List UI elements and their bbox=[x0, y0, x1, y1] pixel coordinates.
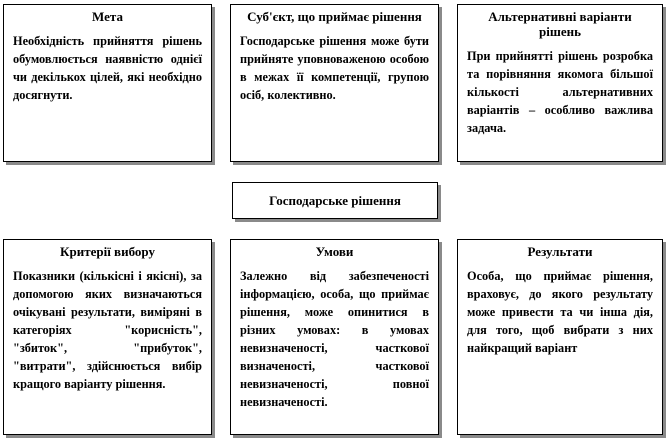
selection-criteria-box bbox=[3, 239, 212, 435]
alternatives-title: Альтернативні варіанти рішень bbox=[488, 9, 632, 39]
results-title: Результати bbox=[527, 244, 593, 259]
subject-title: Суб'єкт, що приймає рішення bbox=[247, 9, 422, 24]
goal-title: Мета bbox=[92, 9, 123, 24]
conditions-title: Умови bbox=[315, 244, 354, 259]
results-box bbox=[457, 239, 663, 435]
subject-text: Господарське рішення може бути прийняте уповноваженою особою в межах її компетенції, групою осіб, колективно. bbox=[240, 34, 429, 102]
alternatives-box bbox=[457, 4, 663, 162]
selection-criteria-text: Показники (кількісні і якісні), за допомогою яких визначаються очікувані результати, виміряні в категоріях "корисність", "збиток", "прибуток", "витрати", здійснюється вибір кращого варіанту рішення. bbox=[13, 269, 202, 391]
conditions-box bbox=[230, 239, 439, 435]
subject-box bbox=[230, 4, 439, 162]
selection-criteria-title: Критерії вибору bbox=[60, 244, 155, 259]
conditions-text: Залежно від забезпеченості інформацією, особа, що приймає рішення, може опинитися в різних умовах: в умовах невизначеності, часткової визначеності, часткової невизначеності, повної невизначеності. bbox=[240, 269, 429, 409]
economic-decision-box bbox=[232, 182, 438, 219]
alternatives-text: При прийнятті рішень розробка та порівняння якомога більшої кількості альтернативних варіантів – особливо важлива задача. bbox=[467, 49, 653, 135]
goal-text: Необхідність прийняття рішень обумовлюється наявністю однієї чи декількох цілей, які необхідно досягнути. bbox=[13, 34, 202, 102]
economic-decision-label: Господарське рішення bbox=[269, 192, 401, 208]
results-text: Особа, що приймає рішення, враховує, до якого результату може привести та чи інша дія, для того, щоб вибрати з них найкращий варіант bbox=[467, 269, 653, 355]
goal-box bbox=[3, 4, 212, 162]
